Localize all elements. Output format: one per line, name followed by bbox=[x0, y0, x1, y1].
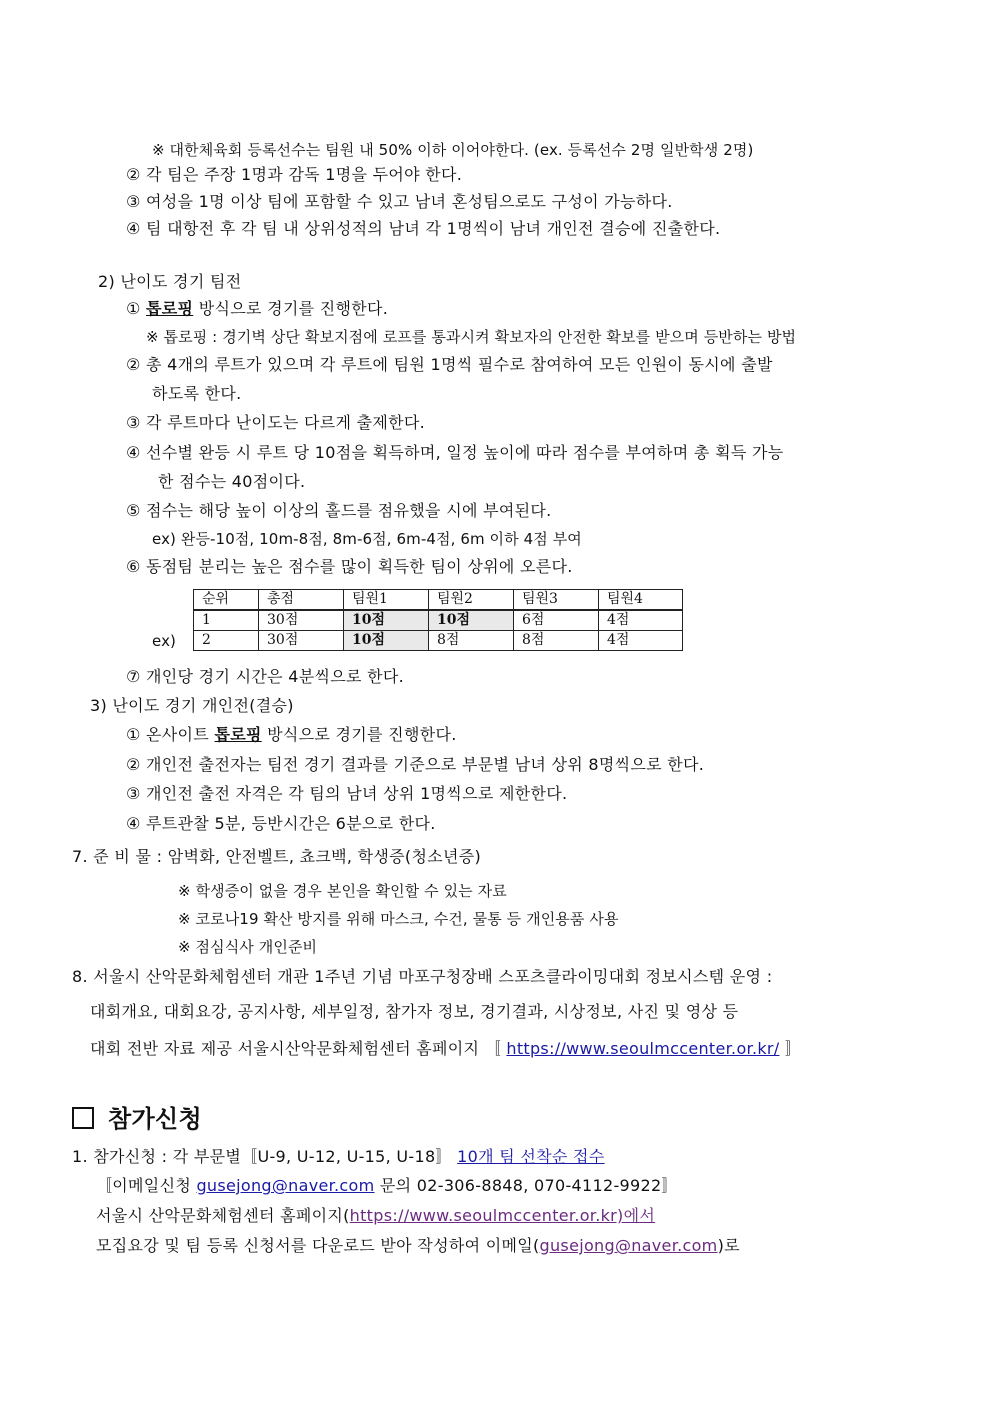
rule-scoring-cont: 한 점수는 40점이다. bbox=[158, 472, 306, 491]
heading-info-system: 8. 서울시 산악문화체험센터 개관 1주년 기념 마포구청장배 스포츠클라이밍대회 정보시스템 운영 : bbox=[72, 967, 773, 986]
note-covid: ※ 코로나19 확산 방지를 위해 마스크, 수건, 물통 등 개인용품 사용 bbox=[178, 910, 619, 928]
rule-observation-time: ④ 루트관찰 5분, 등반시간은 6분으로 한다. bbox=[126, 814, 436, 833]
table-ex-label: ex) bbox=[152, 632, 176, 650]
signup-quota-link[interactable]: 10개 팀 선착순 접수 bbox=[457, 1147, 605, 1166]
info-system-homepage: 대회 전반 자료 제공 서울시산악문화체험센터 홈페이지 〚 https://www.seoulmccenter.or.kr/ 〛 bbox=[90, 1039, 802, 1058]
table-header-cell: 팀원4 bbox=[599, 590, 683, 611]
homepage-link[interactable]: https://www.seoulmccenter.or.kr/ bbox=[506, 1039, 780, 1058]
table-cell: 1 bbox=[194, 610, 259, 631]
table-header-cell: 순위 bbox=[194, 590, 259, 611]
note-registered-players: ※ 대한체육회 등록선수는 팀원 내 50% 이하 이어야한다. (ex. 등록선수 2명 일반학생 2명) bbox=[152, 141, 754, 159]
score-example-table bbox=[193, 589, 683, 651]
rule-hold-points: ⑤ 점수는 해당 높이 이상의 홀드를 점유했을 시에 부여된다. bbox=[126, 501, 552, 520]
email-link[interactable]: gusejong@naver.com bbox=[196, 1176, 375, 1195]
heading-individual-final: 3) 난이도 경기 개인전(결승) bbox=[90, 696, 294, 715]
table-row bbox=[194, 631, 683, 651]
table-cell: 2 bbox=[194, 631, 259, 651]
rule-onsight-toprope: ① 온사이트 톱로핑 방식으로 경기를 진행한다. bbox=[126, 725, 457, 744]
table-cell: 4점 bbox=[599, 631, 683, 651]
table-cell: 10점 bbox=[344, 610, 429, 631]
note-student-id: ※ 학생증이 없을 경우 본인을 확인할 수 있는 자료 bbox=[178, 882, 507, 900]
rule-finalist-eligibility: ③ 개인전 출전 자격은 각 팀의 남녀 상위 1명씩으로 제한한다. bbox=[126, 784, 568, 803]
table-cell: 8점 bbox=[514, 631, 599, 651]
heading-equipment: 7. 준 비 물 : 암벽화, 안전벨트, 쵸크백, 학생증(청소년증) bbox=[72, 847, 482, 866]
signup-line-2: 〚이메일신청 gusejong@naver.com 문의 02-306-8848, 070-4112-9922〛 bbox=[96, 1176, 678, 1195]
rule-four-routes: ② 총 4개의 루트가 있으며 각 루트에 팀원 1명씩 필수로 참여하여 모든 인원이 동시에 출발 bbox=[126, 355, 773, 374]
toprope-term: 톱로핑 bbox=[214, 725, 262, 744]
table-cell: 30점 bbox=[259, 631, 344, 651]
rule-route-difficulty: ③ 각 루트마다 난이도는 다르게 출제한다. bbox=[126, 413, 426, 432]
rule-tiebreak: ⑥ 동점팀 분리는 높은 점수를 많이 획득한 팀이 상위에 오른다. bbox=[126, 557, 573, 576]
note-toprope-definition: ※ 톱로핑 : 경기벽 상단 확보지점에 로프를 통과시켜 확보자의 안전한 확보를 받으며 등반하는 방법 bbox=[146, 328, 797, 346]
signup-line-4: 모집요강 및 팀 등록 신청서를 다운로드 받아 작성하여 이메일(gusejong@naver.com)로 bbox=[96, 1236, 740, 1255]
rule-scoring: ④ 선수별 완등 시 루트 당 10점을 획득하며, 일정 높이에 따라 점수를 부여하며 총 획득 가능 bbox=[126, 443, 784, 462]
checkbox-square-icon bbox=[72, 1107, 94, 1129]
table-cell: 10점 bbox=[429, 610, 514, 631]
rule-four-routes-cont: 하도록 한다. bbox=[152, 384, 242, 403]
rule-finalists: ② 개인전 출전자는 팀전 경기 결과를 기준으로 부문별 남녀 상위 8명씩으로 한다. bbox=[126, 755, 705, 774]
table-cell: 10점 bbox=[344, 631, 429, 651]
table-cell: 30점 bbox=[259, 610, 344, 631]
table-row bbox=[194, 610, 683, 631]
table-header-cell: 총점 bbox=[259, 590, 344, 611]
table-header-cell: 팀원1 bbox=[344, 590, 429, 611]
toprope-term: 톱로핑 bbox=[146, 299, 194, 318]
info-system-items: 대회개요, 대회요강, 공지사항, 세부일정, 참가자 정보, 경기결과, 시상정보, 사진 및 영상 등 bbox=[90, 1002, 739, 1021]
example-points: ex) 완등-10점, 10m-8점, 8m-6점, 6m-4점, 6m 이하 4점 부여 bbox=[152, 530, 582, 548]
homepage-link[interactable]: https://www.seoulmccenter.or.kr)에서 bbox=[349, 1206, 656, 1225]
table-cell: 8점 bbox=[429, 631, 514, 651]
section-title: 참가신청 bbox=[72, 1104, 202, 1134]
signup-line-1: 1. 참가신청 : 각 부문별〚U-9, U-12, U-15, U-18〛 10개 팀 선착순 접수 bbox=[72, 1147, 605, 1166]
table-header-row bbox=[194, 590, 683, 611]
table-cell: 4점 bbox=[599, 610, 683, 631]
rule-toprope: ① 톱로핑 방식으로 경기를 진행한다. bbox=[126, 299, 389, 318]
rule-time-per-person: ⑦ 개인당 경기 시간은 4분씩으로 한다. bbox=[126, 667, 405, 686]
table-header-cell: 팀원3 bbox=[514, 590, 599, 611]
rule-mixed-team: ③ 여성을 1명 이상 팀에 포함할 수 있고 남녀 혼성팀으로도 구성이 가능하다. bbox=[126, 192, 673, 211]
rule-captain-coach: ② 각 팀은 주장 1명과 감독 1명을 두어야 한다. bbox=[126, 165, 463, 184]
note-lunch: ※ 점심식사 개인준비 bbox=[178, 938, 318, 956]
rule-individual-final: ④ 팀 대항전 후 각 팀 내 상위성적의 남녀 각 1명씩이 남녀 개인전 결승에 진출한다. bbox=[126, 219, 721, 238]
email-link[interactable]: gusejong@naver.com bbox=[539, 1236, 718, 1255]
signup-line-3: 서울시 산악문화체험센터 홈페이지(https://www.seoulmccenter.or.kr)에서 bbox=[96, 1206, 656, 1225]
table-cell: 6점 bbox=[514, 610, 599, 631]
table-header-cell: 팀원2 bbox=[429, 590, 514, 611]
heading-team-difficulty: 2) 난이도 경기 팀전 bbox=[98, 272, 242, 291]
